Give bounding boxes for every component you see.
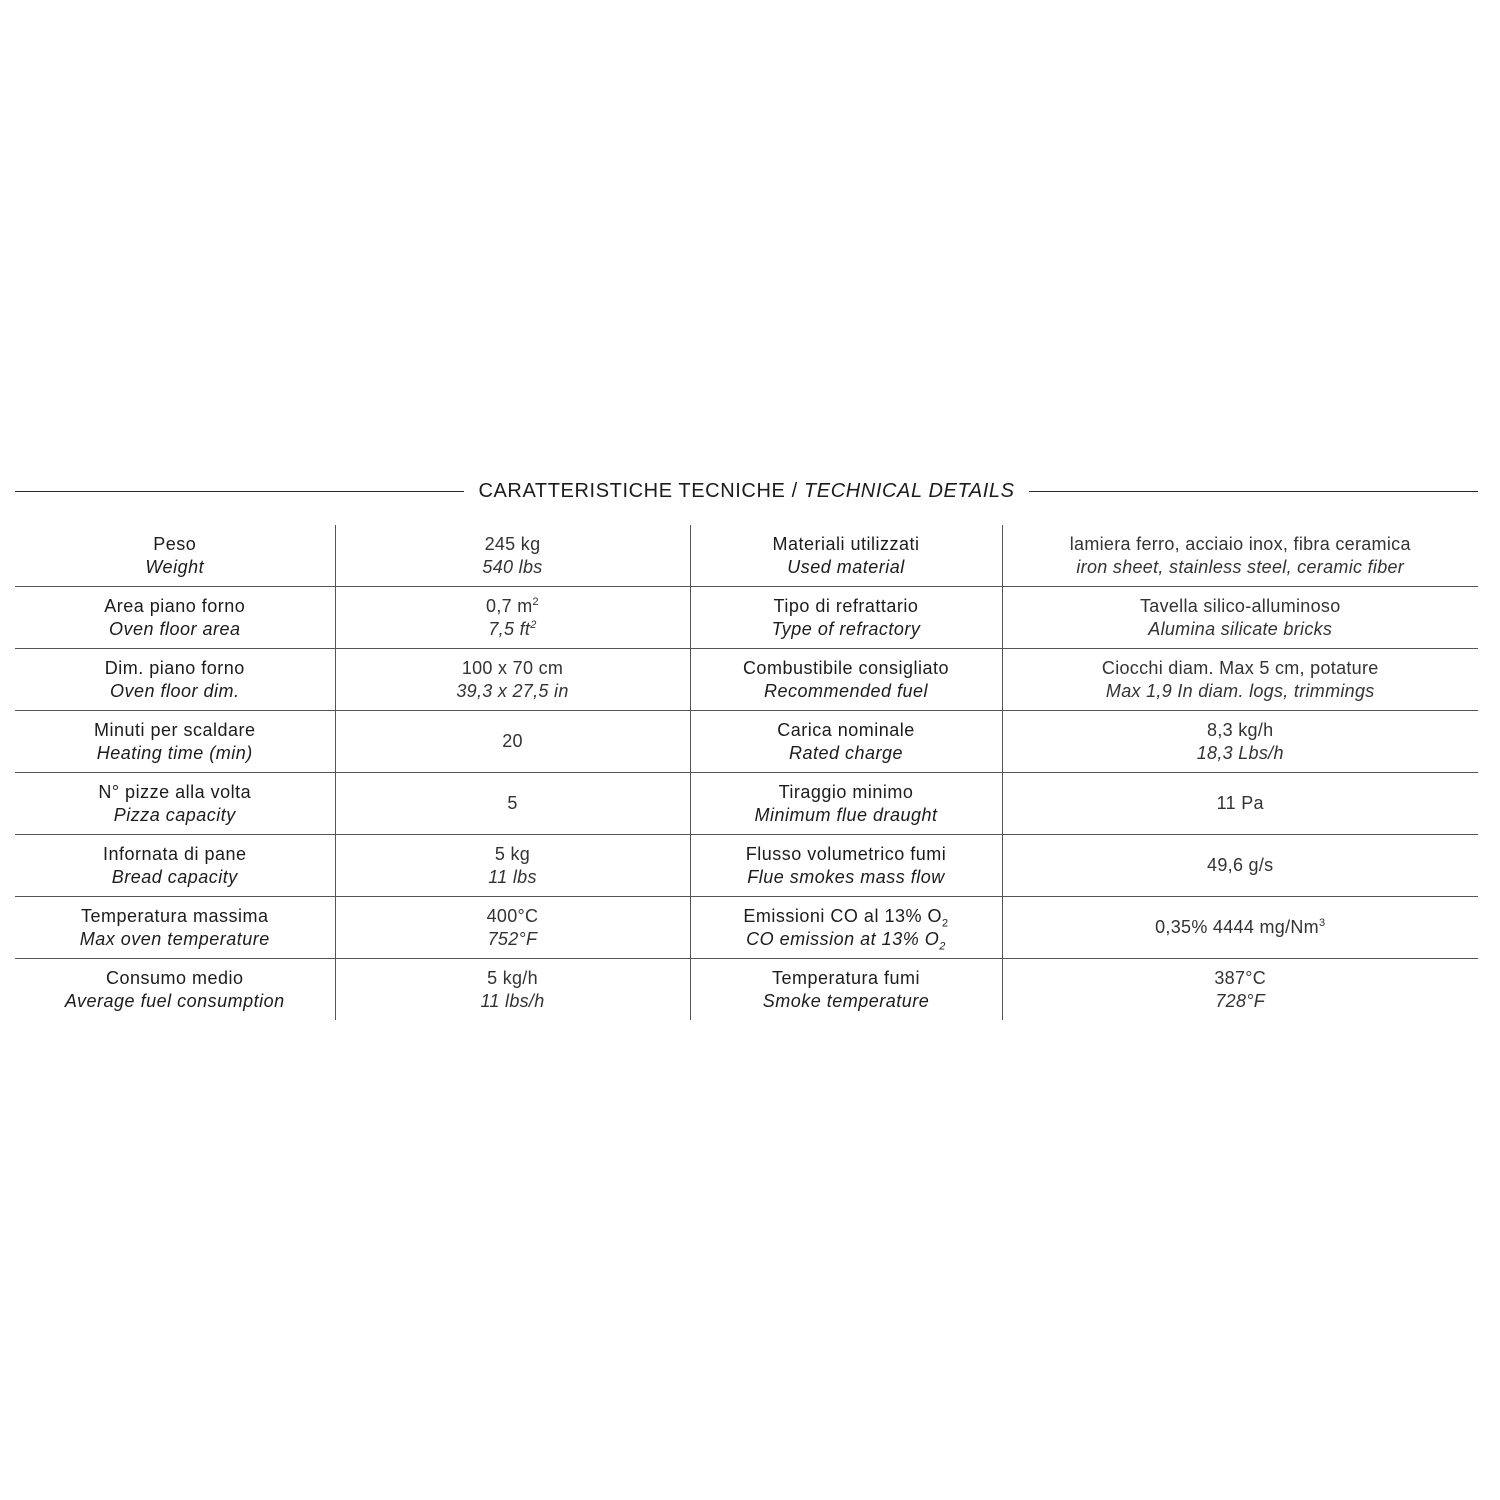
spec-label-en: Used material xyxy=(787,556,905,577)
spec-value-text: 0,35% 4444 mg/Nm xyxy=(1155,917,1319,937)
spec-value-cell xyxy=(335,897,690,959)
spec-row xyxy=(15,897,1478,959)
spec-value-cell xyxy=(1002,835,1478,897)
spec-value-cell xyxy=(335,959,690,1021)
spec-value-imperial: 540 lbs xyxy=(482,556,543,577)
spec-label-en: Max oven temperature xyxy=(79,928,270,949)
spec-value-imperial: 11 lbs/h xyxy=(480,990,545,1011)
spec-row xyxy=(15,649,1478,711)
spec-label-cell xyxy=(15,587,335,649)
spec-value-metric: 400°C xyxy=(486,905,539,926)
spec-label-en: Oven floor dim. xyxy=(109,680,240,701)
spec-value-cell xyxy=(335,711,690,773)
spec-value-cell xyxy=(1002,711,1478,773)
spec-value-imperial: 728°F xyxy=(1215,990,1266,1011)
spec-value-cell xyxy=(335,773,690,835)
spec-value-metric: 5 kg xyxy=(494,843,531,864)
spec-row xyxy=(15,835,1478,897)
spec-row xyxy=(15,587,1478,649)
spec-value-metric: 5 kg/h xyxy=(487,967,538,988)
spec-value xyxy=(1003,916,1479,939)
spec-row xyxy=(15,959,1478,1021)
spec-label-en: Weight xyxy=(145,556,205,577)
subscript: 2 xyxy=(941,917,949,930)
spec-label-it: Flusso volumetrico fumi xyxy=(745,843,947,864)
spec-value-imperial: 18,3 Lbs/h xyxy=(1196,742,1284,763)
spec-label-cell xyxy=(15,525,335,587)
spec-label-cell xyxy=(690,711,1002,773)
spec-value-metric: 100 x 70 cm xyxy=(461,657,564,678)
spec-label-en: Bread capacity xyxy=(111,866,238,887)
spec-label-cell xyxy=(690,587,1002,649)
spec-label-en: Average fuel consumption xyxy=(64,990,285,1011)
spec-label-cell xyxy=(690,773,1002,835)
spec-label-cell xyxy=(690,649,1002,711)
spec-value-cell xyxy=(335,525,690,587)
spec-value-metric xyxy=(336,595,690,618)
spec-value-imperial xyxy=(336,618,690,641)
spec-label-it: Peso xyxy=(153,533,197,554)
spec-label-cell xyxy=(690,525,1002,587)
spec-label-it: Infornata di pane xyxy=(102,843,247,864)
spec-value: 11 Pa xyxy=(1216,793,1264,813)
spec-label-it: Area piano forno xyxy=(104,595,246,616)
header-rule-left xyxy=(15,491,464,492)
spec-value-cell xyxy=(335,587,690,649)
superscript: 3 xyxy=(1318,917,1326,929)
spec-label-cell xyxy=(690,897,1002,959)
spec-label-it: Minuti per scaldare xyxy=(93,719,256,740)
spec-label-it: Consumo medio xyxy=(105,967,244,988)
spec-label-en: Rated charge xyxy=(788,742,904,763)
spec-label-it: N° pizze alla volta xyxy=(98,781,252,802)
section-title-it: CARATTERISTICHE TECNICHE / xyxy=(478,479,798,502)
spec-label-cell xyxy=(15,711,335,773)
spec-label-en-text: CO emission at 13% O xyxy=(746,928,940,949)
spec-label-it: Temperatura fumi xyxy=(771,967,921,988)
spec-label-it: Tiraggio minimo xyxy=(778,781,914,802)
spec-value-cell xyxy=(1002,649,1478,711)
spec-label-cell xyxy=(690,959,1002,1021)
spec-label-cell xyxy=(15,835,335,897)
section-title xyxy=(464,480,1028,503)
spec-value: 5 xyxy=(507,793,518,813)
spec-row xyxy=(15,711,1478,773)
spec-value-cell xyxy=(1002,587,1478,649)
spec-value: 20 xyxy=(502,731,523,751)
subscript: 2 xyxy=(939,940,946,953)
spec-value-imperial: 11 lbs xyxy=(488,866,537,887)
spec-value-imperial: 752°F xyxy=(487,928,538,949)
spec-value-imperial-text: 7,5 ft xyxy=(488,618,531,639)
spec-value-it: Ciocchi diam. Max 5 cm, potature xyxy=(1101,657,1379,678)
spec-value-cell xyxy=(335,649,690,711)
superscript: 2 xyxy=(532,595,539,608)
spec-label-cell xyxy=(690,835,1002,897)
spec-label-it-text: Emissioni CO al 13% O xyxy=(743,905,942,926)
spec-value-imperial: 39,3 x 27,5 in xyxy=(456,680,569,701)
spec-label-it: Dim. piano forno xyxy=(104,657,245,678)
spec-value-cell xyxy=(1002,897,1478,959)
spec-value-cell xyxy=(1002,773,1478,835)
header-rule-right xyxy=(1029,491,1478,492)
spec-label-en: Smoke temperature xyxy=(762,990,930,1011)
spec-value-cell xyxy=(1002,525,1478,587)
spec-label-it: Temperatura massima xyxy=(80,905,269,926)
spec-label-en: Minimum flue draught xyxy=(754,804,938,825)
spec-label-it: Carica nominale xyxy=(777,719,915,740)
spec-label-cell xyxy=(15,773,335,835)
spec-value-en: Alumina silicate bricks xyxy=(1148,618,1333,639)
spec-label-cell xyxy=(15,959,335,1021)
spec-label-en: Pizza capacity xyxy=(113,804,236,825)
spec-value: 49,6 g/s xyxy=(1207,855,1274,875)
spec-label-it: Tipo di refrattario xyxy=(773,595,919,616)
spec-value-cell xyxy=(1002,959,1478,1021)
spec-value-metric: 387°C xyxy=(1214,967,1267,988)
superscript: 2 xyxy=(530,618,537,631)
spec-value-en: Max 1,9 In diam. logs, trimmings xyxy=(1105,680,1375,701)
spec-value-metric: 8,3 kg/h xyxy=(1207,719,1274,740)
section-title-en: TECHNICAL DETAILS xyxy=(803,479,1015,502)
spec-table xyxy=(15,525,1478,1020)
section-header xyxy=(15,476,1478,506)
spec-label-en: Type of refractory xyxy=(771,618,921,639)
spec-value-metric-text: 0,7 m xyxy=(486,595,533,616)
spec-label-cell xyxy=(15,897,335,959)
spec-label-cell xyxy=(15,649,335,711)
spec-label-en xyxy=(691,928,1002,951)
spec-label-it: Combustibile consigliato xyxy=(742,657,950,678)
spec-value-it: lamiera ferro, acciaio inox, fibra ceramica xyxy=(1069,533,1411,554)
spec-label-it xyxy=(691,905,1002,928)
spec-value-en: iron sheet, stainless steel, ceramic fiber xyxy=(1076,556,1405,577)
spec-label-en: Flue smokes mass flow xyxy=(747,866,945,887)
spec-label-en: Recommended fuel xyxy=(763,680,929,701)
spec-value-it: Tavella silico-alluminoso xyxy=(1139,595,1341,616)
spec-label-it: Materiali utilizzati xyxy=(772,533,920,554)
spec-value-metric: 245 kg xyxy=(484,533,541,554)
spec-row xyxy=(15,773,1478,835)
spec-label-en: Oven floor area xyxy=(108,618,241,639)
spec-row xyxy=(15,525,1478,587)
spec-label-en: Heating time (min) xyxy=(96,742,253,763)
spec-value-cell xyxy=(335,835,690,897)
